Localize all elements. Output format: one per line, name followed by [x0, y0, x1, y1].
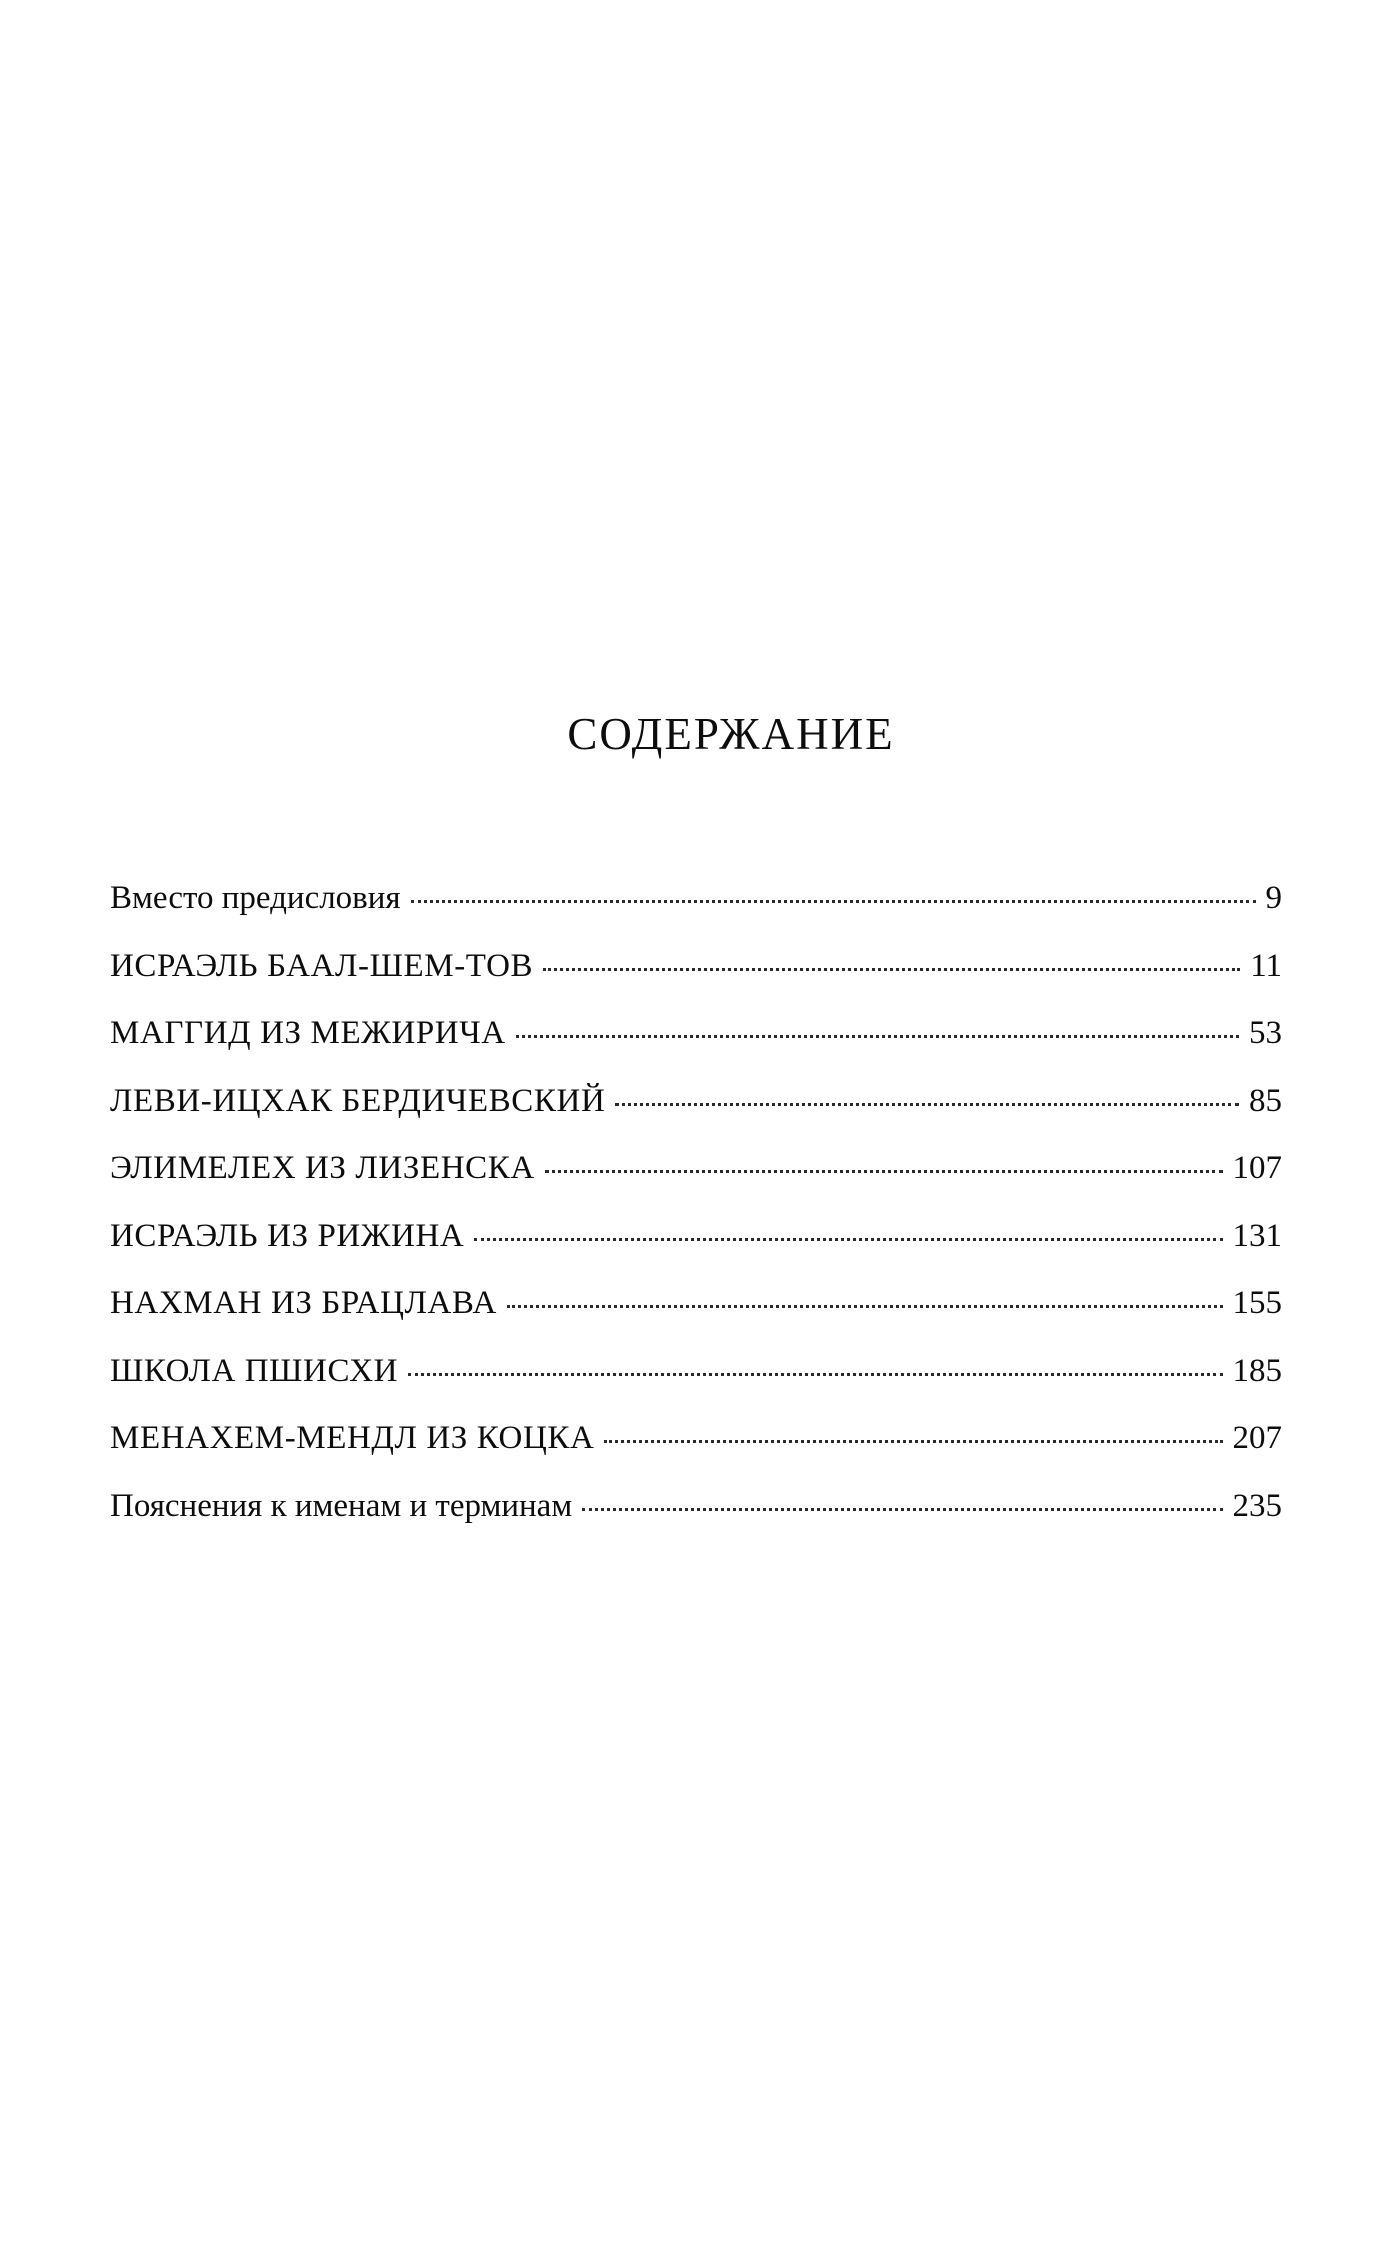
dot-leader: [516, 1035, 1239, 1038]
toc-entry-label: Вместо предисловия: [110, 880, 401, 916]
dot-leader: [545, 1170, 1223, 1173]
toc-entry: [110, 1287, 1282, 1355]
toc-entry: [110, 882, 1282, 950]
toc-entry-label: НАХМАН ИЗ БРАЦЛАВА: [110, 1285, 497, 1321]
dot-leader: [615, 1103, 1239, 1106]
toc-entry-page: 107: [1232, 1150, 1282, 1186]
dot-leader: [408, 1373, 1222, 1376]
toc-entry: [110, 1082, 1282, 1153]
dot-leader: [543, 968, 1240, 971]
toc-entry-page: 11: [1250, 947, 1282, 984]
toc-entry: [110, 1152, 1282, 1220]
toc-entry-label: ЭЛИМЕЛЕХ ИЗ ЛИЗЕНСКА: [110, 1150, 535, 1186]
dot-leader: [411, 900, 1256, 903]
toc-entry-page: 53: [1249, 1015, 1282, 1051]
toc-entry-page: 131: [1232, 1217, 1282, 1254]
toc-entry: [110, 947, 1282, 1018]
dot-leader: [474, 1238, 1222, 1241]
toc-entry-page: 185: [1232, 1352, 1282, 1389]
toc-entry-label: МЕНАХЕМ-МЕНДЛ ИЗ КОЦКА: [110, 1420, 595, 1456]
table-of-contents: [110, 882, 1282, 1557]
toc-entry: [110, 1217, 1282, 1288]
toc-entry-page: 9: [1265, 880, 1282, 916]
toc-entry-page: 235: [1232, 1487, 1282, 1524]
toc-entry-label: МАГГИД ИЗ МЕЖИРИЧА: [110, 1015, 506, 1051]
toc-entry-label: ЛЕВИ-ИЦХАК БЕРДИЧЕВСКИЙ: [110, 1082, 606, 1119]
toc-entry: [110, 1017, 1282, 1085]
toc-entry-page: 85: [1249, 1082, 1282, 1119]
toc-entry-label: Пояснения к именам и терминам: [110, 1487, 573, 1524]
toc-entry-label: ШКОЛА ПШИСХИ: [110, 1352, 399, 1389]
toc-entry-page: 207: [1232, 1420, 1282, 1456]
toc-entry: [110, 1352, 1282, 1423]
dot-leader: [582, 1508, 1222, 1511]
dot-leader: [507, 1305, 1223, 1308]
toc-entry-label: ИСРАЭЛЬ ИЗ РИЖИНА: [110, 1217, 465, 1254]
toc-entry: [110, 1487, 1282, 1558]
toc-entry-label: ИСРАЭЛЬ БААЛ-ШЕМ-ТОВ: [110, 947, 534, 984]
dot-leader: [604, 1440, 1222, 1443]
toc-entry: [110, 1422, 1282, 1490]
toc-entry-page: 155: [1232, 1285, 1282, 1321]
page-title: СОДЕРЖАНИЕ: [567, 709, 895, 759]
